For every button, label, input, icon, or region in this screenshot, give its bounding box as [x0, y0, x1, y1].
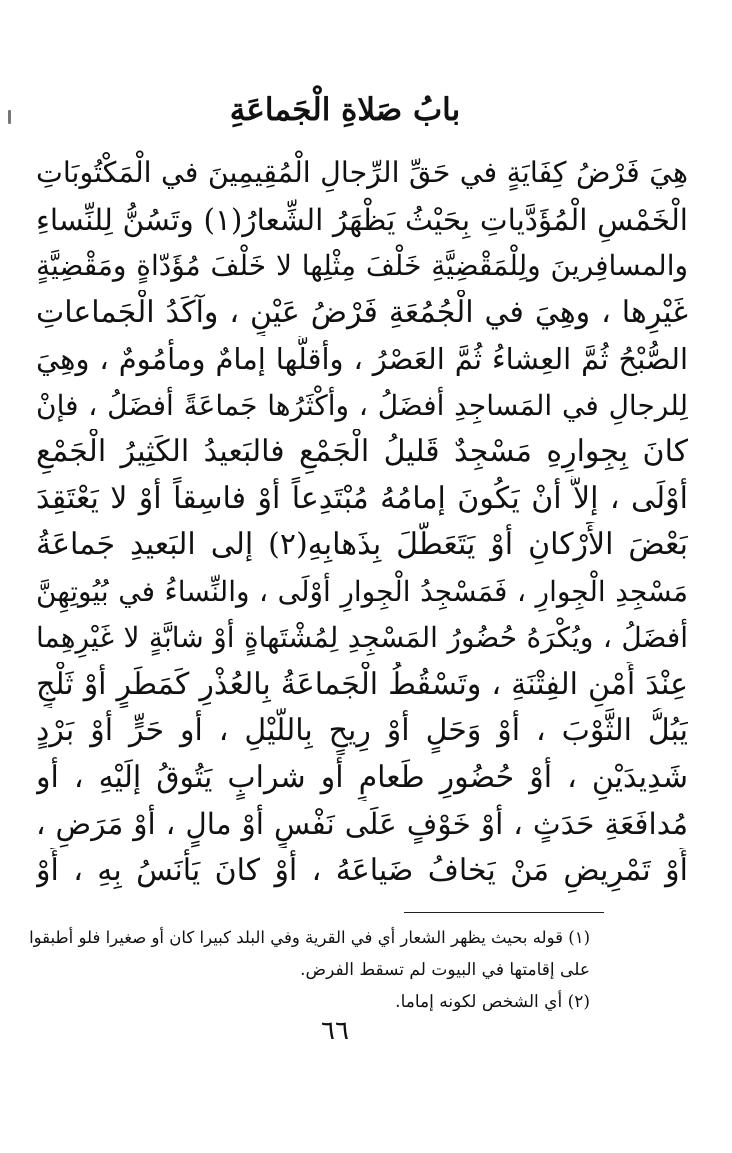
text-line-12: عِنْدَ أَمْنِ الفِتْنَةِ ، وتَسْقُطُ الْجَماعَةُ بِالعُذْرِ كَمَطَرٍ أوْ ثَلْجٍ — [36, 666, 688, 702]
text-line-4: غَيْرِها ، وهِيَ في الْجُمُعَةِ فَرْضُ عَيْنٍ ، وآكَدُ الْجَماعاتِ — [36, 294, 688, 330]
text-line-13: يَبُلُّ الثَّوْبَ ، أوْ وَحَلٍ أوْ رِيحٍ بِاللَّيْلِ ، أو حَرٍّ أوْ بَرْدٍ — [36, 713, 688, 748]
text-line-2: الْخَمْسِ الْمُؤَدَّياتِ بِحَيْثُ يَظْهَرُ الشِّعارُ(١) وتَسُنُّ لِلنِّساءِ — [36, 202, 688, 237]
footnotes — [30, 922, 590, 1018]
text-line-7: كانَ بِجِوارِهِ مَسْجِدٌ قَليلُ الْجَمْعِ فالبَعيدُ الكَثِيرُ الْجَمْعِ — [36, 434, 688, 469]
text-line-5: الصُّبْحُ ثُمَّ العِشاءُ ثُمَّ العَصْرُ ، وأقلُّها إمامٌ ومأمُومٌ ، وهِيَ — [36, 342, 688, 376]
chapter-title: بابُ صَلاةِ الْجَماعَةِ — [229, 92, 461, 128]
text-line-1: هِيَ فَرْضُ كِفَايَةٍ في حَقِّ الرِّجالِ الْمُقِيمِينَ في الْمَكْتُوبَاتِ — [36, 156, 688, 189]
text-line-11: أفضَلُ ، ويُكْرَهُ حُضُورُ المَسْجِدِ لِمُشْتَهاةٍ أوْ شابَّةٍ لا غَيْرِهِما — [36, 621, 688, 654]
footnote-1-line-1: (١) قوله بحيث يظهر الشعار أي في القرية وفي البلد كبيرا كان أو صغيرا فلو أطبقوا — [29, 928, 590, 947]
text-line-10: مَسْجِدِ الْجِوارِ ، فَمَسْجِدُ الْجِوارِ أوْلَى ، والنِّساءُ في بُيُوتِهِنَّ — [36, 574, 688, 608]
text-line-15: مُدافَعَةِ حَدَثٍ ، أوْ خَوْفٍ عَلَى نَفْسٍ أوْ مالٍ ، أوْ مَرَضٍ ، — [36, 807, 688, 841]
text-line-14: شَدِيدَيْنِ ، أوْ حُضُورِ طَعامٍ أو شرابٍ يَتُوقُ إلَيْهِ ، أو — [36, 759, 688, 795]
text-line-16: أَوْ تَمْرِيضِ مَنْ يَخافُ ضَياعَهُ ، أوْ كانَ يَأْنَسُ بِهِ ، أَوْ — [36, 852, 688, 888]
text-line-6: لِلرجالِ في المَساجِدِ أفضَلُ ، وأكْثَرُها جَماعَةً أفضَلُ ، فإنْ — [36, 388, 688, 422]
footnote-separator — [404, 912, 604, 913]
text-line-9: بَعْضَ الأَرْكانِ أوْ يَتَعَطَّلَ بِذَهابِهِ(٢) إلى البَعيدِ جَماعَةُ — [36, 527, 688, 562]
page-number: ٦٦ — [321, 1016, 349, 1046]
text-line-3: والمسافِرينَ ولِلْمَقْضِيَّةِ خَلْفَ مِثْلِها لا خَلْفَ مُؤَدّاةٍ ومَقْضِيَّةٍ — [36, 249, 688, 282]
footnote-1-line-2: على إقامتها في البيوت لم تسقط الفرض. — [300, 960, 590, 980]
text-line-8: أوْلَى ، إلاَّ أنْ يَكُونَ إمامُهُ مُبْتَدِعاً أوْ فاسِقاً أوْ لا يَعْتَقِدَ — [36, 480, 688, 516]
body-text — [36, 150, 688, 894]
footnote-2: (٢) أي الشخص لكونه إماما. — [395, 992, 590, 1012]
